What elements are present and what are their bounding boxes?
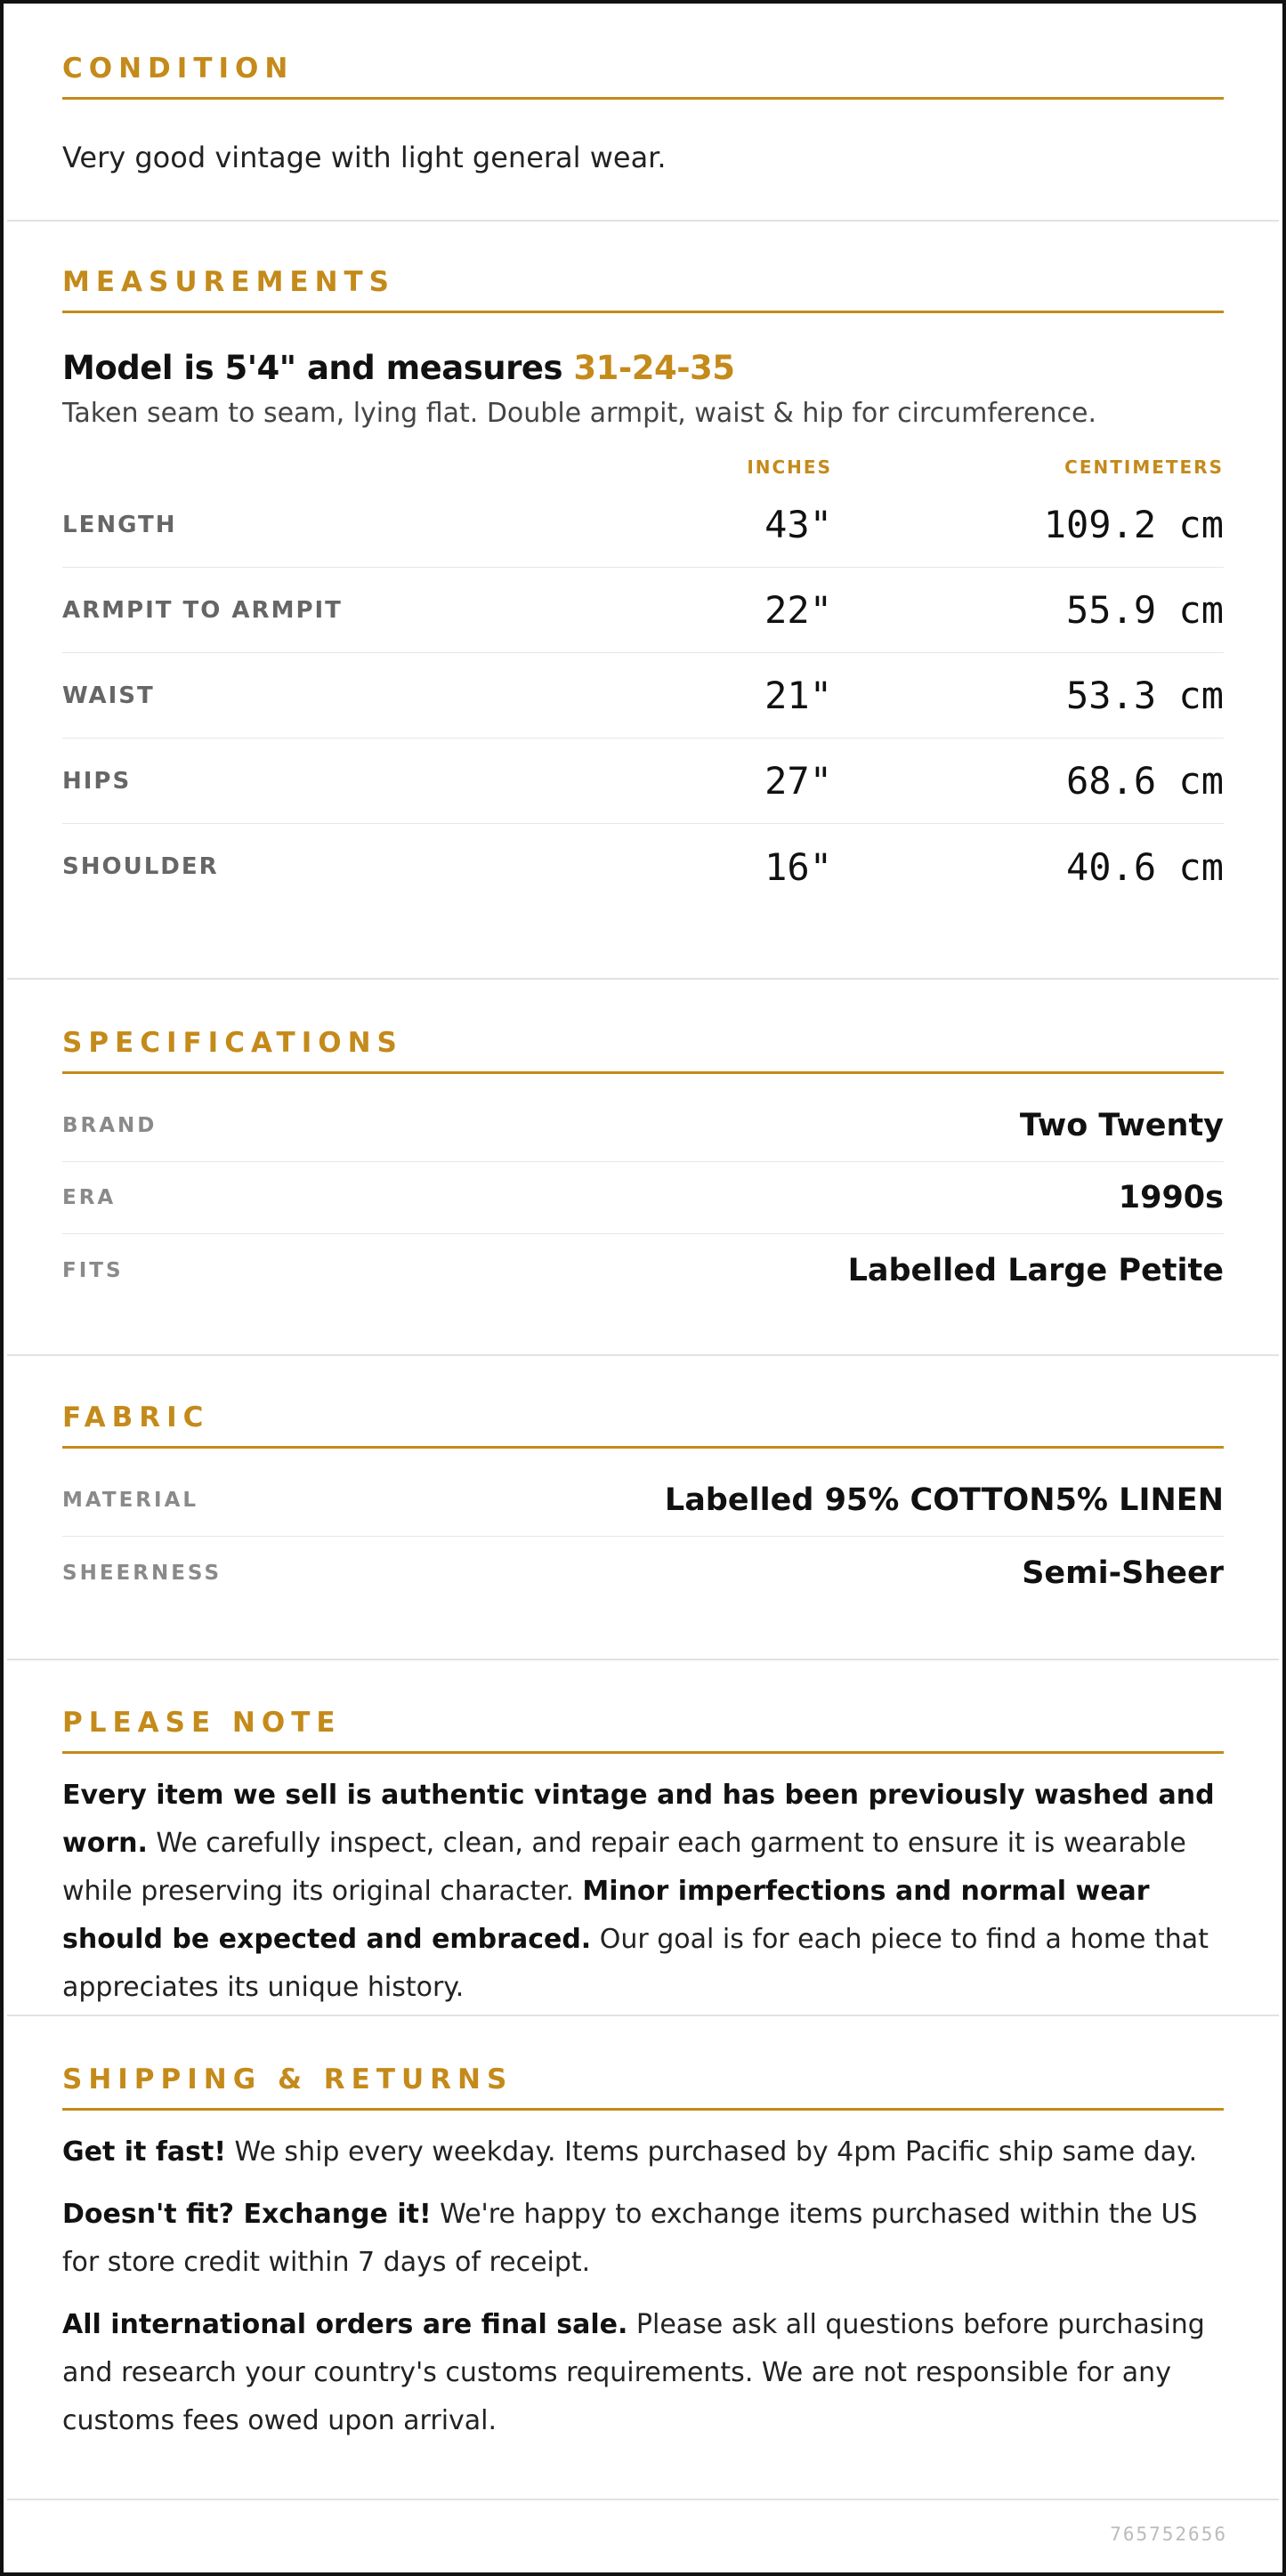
- shipping-text-2: We're happy to exchange items purchased within the US for store credit within 7 days of receipt.: [62, 2199, 1198, 2278]
- measurement-inches: 22": [764, 588, 832, 632]
- shipping-bold-3: All international orders are final sale.: [62, 2309, 628, 2340]
- measurement-label: WAIST: [62, 682, 155, 709]
- shipping-bold-1: Get it fast!: [62, 2136, 226, 2168]
- table-row: [62, 824, 1224, 909]
- shipping-bold-2: Doesn't fit? Exchange it!: [62, 2199, 432, 2230]
- please-note-section: [7, 1660, 1279, 2016]
- measurement-inches: 16": [764, 844, 832, 889]
- specifications-list: [62, 1090, 1224, 1306]
- shipping-paragraph-3: [62, 2301, 1224, 2445]
- fabric-title: FABRIC: [62, 1401, 1224, 1449]
- measurements-section: [7, 222, 1279, 980]
- list-item: [62, 1234, 1224, 1306]
- shipping-text-1: We ship every weekday. Items purchased by 4pm Pacific ship same day.: [226, 2136, 1198, 2168]
- measurements-table-header: [62, 452, 1224, 482]
- col-header-inches: INCHES: [747, 456, 832, 478]
- table-row: [62, 482, 1224, 568]
- model-measures-line: [62, 349, 1224, 387]
- product-id: 765752656: [1110, 2524, 1227, 2545]
- shipping-section: [7, 2016, 1279, 2500]
- shipping-title: SHIPPING & RETURNS: [62, 2063, 1224, 2111]
- spec-value: Two Twenty: [1019, 1108, 1224, 1143]
- list-item: [62, 1537, 1224, 1609]
- spec-value: Labelled Large Petite: [847, 1252, 1224, 1288]
- spec-label: ERA: [62, 1186, 117, 1209]
- spec-value: 1990s: [1118, 1180, 1224, 1215]
- fabric-section: [7, 1356, 1279, 1660]
- shipping-text: [62, 2128, 1224, 2445]
- list-item: [62, 1090, 1224, 1162]
- please-note-text: [62, 1772, 1224, 2012]
- measurement-cm: 68.6 cm: [1065, 759, 1224, 803]
- specifications-title: SPECIFICATIONS: [62, 1027, 1224, 1074]
- measurement-method-note: Taken seam to seam, lying flat. Double armpit, waist & hip for circumference.: [62, 398, 1097, 429]
- measurement-inches: 43": [764, 503, 832, 546]
- condition-text: Very good vintage with light general wear.: [62, 141, 667, 174]
- measurement-label: HIPS: [62, 767, 132, 795]
- shipping-paragraph-2: [62, 2191, 1224, 2287]
- condition-title: CONDITION: [62, 52, 1224, 100]
- measurements-title: MEASUREMENTS: [62, 266, 1224, 313]
- model-measures-prefix: Model is 5'4" and measures: [62, 349, 574, 387]
- shipping-text-3: Please ask all questions before purchasing and research your country's customs requirements. We are not responsible for any customs fees owed upon arrival.: [62, 2309, 1205, 2436]
- table-row: [62, 568, 1224, 653]
- list-item: [62, 1162, 1224, 1234]
- fabric-list: [62, 1465, 1224, 1609]
- fabric-value: Labelled 95% COTTON5% LINEN: [664, 1482, 1224, 1518]
- condition-section: [7, 4, 1279, 222]
- spec-label: FITS: [62, 1258, 124, 1282]
- measurement-cm: 53.3 cm: [1065, 674, 1224, 717]
- measurement-label: LENGTH: [62, 511, 177, 538]
- please-note-text-1: We carefully inspect, clean, and repair each garment to ensure it is wearable while preserving its original character.: [62, 1828, 1186, 1907]
- measurement-label: SHOULDER: [62, 853, 219, 880]
- measurement-cm: 55.9 cm: [1065, 588, 1224, 632]
- specifications-section: [7, 980, 1279, 1356]
- model-measures-value: 31-24-35: [573, 349, 735, 387]
- please-note-text-2: Our goal is for each piece to find a home that appreciates its unique history.: [62, 1924, 1209, 2003]
- col-header-centimeters: CENTIMETERS: [1064, 456, 1224, 478]
- table-row: [62, 653, 1224, 739]
- shipping-paragraph-1: [62, 2128, 1224, 2176]
- please-note-title: PLEASE NOTE: [62, 1707, 1224, 1754]
- table-row: [62, 739, 1224, 824]
- measurements-table: [62, 452, 1224, 909]
- please-note-bold-1: Every item we sell is authentic vintage and has been previously washed and worn.: [62, 1780, 1215, 1859]
- measurement-inches: 27": [764, 759, 832, 803]
- measurement-cm: 40.6 cm: [1065, 844, 1224, 889]
- measurement-label: ARMPIT TO ARMPIT: [62, 596, 343, 624]
- list-item: [62, 1465, 1224, 1537]
- fabric-label: MATERIAL: [62, 1489, 199, 1512]
- please-note-bold-2: Minor imperfections and normal wear should be expected and embraced.: [62, 1876, 1150, 1955]
- fabric-label: SHEERNESS: [62, 1561, 222, 1585]
- spec-label: BRAND: [62, 1114, 158, 1137]
- fabric-value: Semi-Sheer: [1022, 1554, 1224, 1591]
- measurement-cm: 109.2 cm: [1043, 503, 1224, 546]
- measurement-inches: 21": [764, 674, 832, 717]
